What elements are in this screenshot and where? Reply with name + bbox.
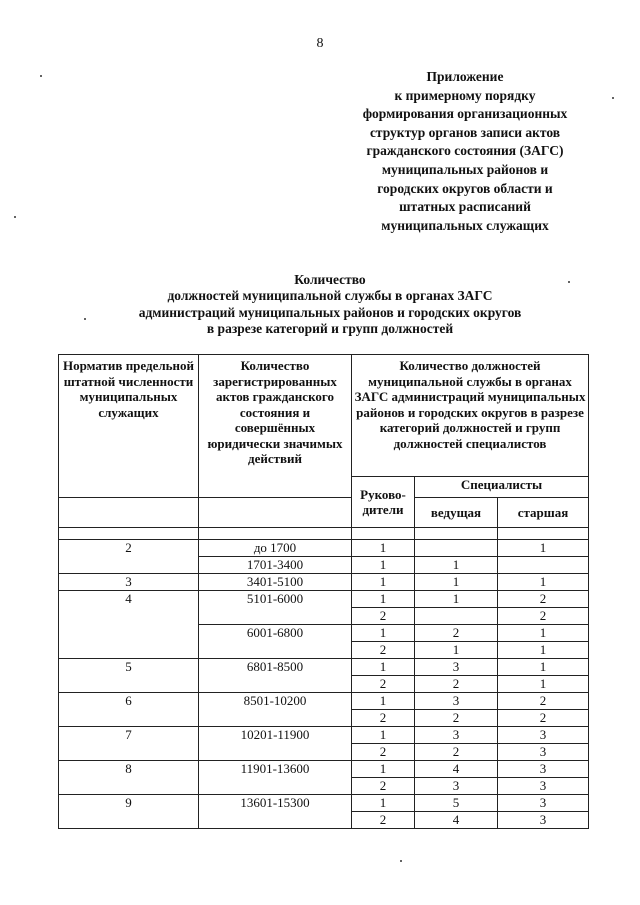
cell-norm: 8 <box>59 761 199 795</box>
cell-acts: 13601-15300 <box>199 795 352 829</box>
cell-heads: 2 <box>352 812 415 829</box>
cell-leading: 1 <box>415 574 498 591</box>
spacer-cell <box>199 528 352 540</box>
spacer-cell <box>498 528 589 540</box>
blank-under-norm <box>59 498 199 528</box>
positions-table <box>58 354 589 829</box>
cell-acts: 3401-5100 <box>199 574 352 591</box>
cell-senior: 3 <box>498 778 589 795</box>
cell-senior <box>498 557 589 574</box>
cell-senior: 3 <box>498 744 589 761</box>
cell-heads: 2 <box>352 642 415 659</box>
cell-leading: 3 <box>415 693 498 710</box>
cell-leading: 3 <box>415 659 498 676</box>
table-row <box>59 659 589 676</box>
appendix-line: формирования организационных <box>362 106 568 122</box>
appendix-line: муниципальных служащих <box>381 217 549 233</box>
cell-leading: 2 <box>415 676 498 693</box>
header-acts: Количество зарегистрированных актов гражданского состояния и совершённых юридически значимых действий <box>199 355 352 498</box>
cell-leading: 3 <box>415 778 498 795</box>
appendix-line: гражданского состояния (ЗАГС) <box>366 143 564 159</box>
cell-norm: 3 <box>59 574 199 591</box>
cell-heads: 1 <box>352 625 415 642</box>
cell-heads: 1 <box>352 795 415 812</box>
cell-leading: 2 <box>415 625 498 642</box>
cell-heads: 1 <box>352 540 415 557</box>
cell-acts: до 1700 <box>199 540 352 557</box>
cell-leading: 1 <box>415 591 498 608</box>
cell-senior: 1 <box>498 574 589 591</box>
cell-norm: 5 <box>59 659 199 693</box>
cell-leading: 4 <box>415 812 498 829</box>
cell-heads: 1 <box>352 693 415 710</box>
scan-speck <box>612 97 614 99</box>
cell-norm: 7 <box>59 727 199 761</box>
appendix-line: городских округов области и <box>377 180 553 196</box>
header-positions: Количество должностей муниципальной службы в органах ЗАГС администраций муниципальных районов и городских округов в разрезе категорий должностей и групп должностей специалистов <box>352 355 589 477</box>
cell-heads: 1 <box>352 761 415 778</box>
cell-heads: 1 <box>352 727 415 744</box>
cell-senior: 3 <box>498 761 589 778</box>
cell-leading: 1 <box>415 642 498 659</box>
cell-leading: 4 <box>415 761 498 778</box>
cell-senior: 2 <box>498 591 589 608</box>
header-norm: Норматив предельной штатной численности муниципальных служащих <box>59 355 199 498</box>
spacer-cell <box>415 528 498 540</box>
header-heads: Руково-дители <box>352 477 415 528</box>
cell-acts: 11901-13600 <box>199 761 352 795</box>
cell-norm: 9 <box>59 795 199 829</box>
cell-acts: 1701-3400 <box>199 557 352 574</box>
scan-speck <box>14 216 16 218</box>
cell-heads: 1 <box>352 574 415 591</box>
appendix-line: муниципальных районов и <box>381 161 549 177</box>
cell-acts: 5101-6000 <box>199 591 352 625</box>
cell-norm: 6 <box>59 693 199 727</box>
cell-senior: 2 <box>498 608 589 625</box>
cell-senior: 3 <box>498 812 589 829</box>
appendix-line: структур органов записи актов <box>369 124 561 140</box>
cell-senior: 1 <box>498 540 589 557</box>
cell-acts: 6001-6800 <box>199 625 352 659</box>
scan-speck <box>568 281 570 283</box>
table-row <box>59 761 589 778</box>
cell-senior: 3 <box>498 727 589 744</box>
page-number: 8 <box>316 36 324 51</box>
cell-leading <box>415 608 498 625</box>
scan-speck <box>40 75 42 77</box>
cell-heads: 2 <box>352 778 415 795</box>
cell-leading <box>415 540 498 557</box>
cell-heads: 2 <box>352 710 415 727</box>
cell-leading: 2 <box>415 710 498 727</box>
cell-leading: 2 <box>415 744 498 761</box>
table-row <box>59 727 589 744</box>
cell-heads: 2 <box>352 608 415 625</box>
header-specialists: Специалисты <box>415 477 589 498</box>
cell-heads: 1 <box>352 659 415 676</box>
cell-leading: 5 <box>415 795 498 812</box>
appendix-line: к примерному порядку <box>394 87 536 103</box>
cell-heads: 1 <box>352 557 415 574</box>
table-row <box>59 693 589 710</box>
cell-senior: 2 <box>498 710 589 727</box>
cell-acts: 6801-8500 <box>199 659 352 693</box>
header-leading: ведущая <box>415 498 498 528</box>
cell-heads: 2 <box>352 676 415 693</box>
cell-heads: 2 <box>352 744 415 761</box>
cell-leading: 1 <box>415 557 498 574</box>
table-row <box>59 795 589 812</box>
blank-under-acts <box>199 498 352 528</box>
header-senior: старшая <box>498 498 589 528</box>
title-line: в разрезе категорий и групп должностей <box>206 320 454 336</box>
title-line: Количество <box>294 272 366 287</box>
document-title <box>60 272 600 337</box>
cell-leading: 3 <box>415 727 498 744</box>
cell-senior: 1 <box>498 659 589 676</box>
appendix-block <box>330 68 600 235</box>
cell-senior: 1 <box>498 642 589 659</box>
cell-heads: 1 <box>352 591 415 608</box>
cell-senior: 3 <box>498 795 589 812</box>
table-row <box>59 540 589 557</box>
cell-acts: 10201-11900 <box>199 727 352 761</box>
scan-speck <box>84 318 86 320</box>
cell-norm: 4 <box>59 591 199 659</box>
cell-senior: 2 <box>498 693 589 710</box>
cell-senior: 1 <box>498 625 589 642</box>
table-row <box>59 574 589 591</box>
cell-acts: 8501-10200 <box>199 693 352 727</box>
appendix-line: штатных расписаний <box>399 199 531 215</box>
title-line: администраций муниципальных районов и городских округов <box>138 304 522 320</box>
spacer-cell <box>59 528 199 540</box>
cell-norm: 2 <box>59 540 199 574</box>
scan-speck <box>400 860 402 862</box>
spacer-cell <box>352 528 415 540</box>
table-row <box>59 591 589 608</box>
appendix-line: Приложение <box>426 69 504 84</box>
cell-senior: 1 <box>498 676 589 693</box>
title-line: должностей муниципальной службы в органах ЗАГС <box>167 288 493 304</box>
